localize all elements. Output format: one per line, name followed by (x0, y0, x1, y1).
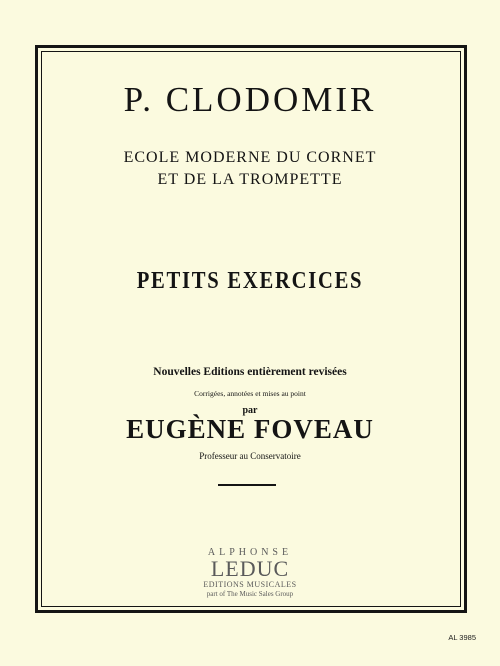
editor-name: EUGÈNE FOVEAU (126, 414, 374, 444)
series-title-line-2: ET DE LA TROMPETTE (157, 171, 343, 188)
editor-title: Professeur au Conservatoire (199, 451, 301, 461)
catalog-code: AL 3985 (448, 633, 476, 642)
by-label: par (242, 405, 258, 416)
composer-name: P. CLODOMIR (123, 80, 377, 119)
divider-rule (218, 484, 276, 486)
work-title: PETITS EXERCICES (136, 268, 364, 294)
series-title-line-1: ECOLE MODERNE DU CORNET (123, 149, 377, 166)
publisher-tagline: EDITIONS MUSICALES (203, 580, 297, 589)
publisher-logo-main: LEDUC (210, 556, 290, 581)
inner-border-frame (41, 51, 461, 607)
publisher-logo-top: ALPHONSE (207, 547, 293, 558)
publisher-group: part of The Music Sales Group (206, 590, 294, 598)
edition-note: Nouvelles Editions entièrement revisées (153, 366, 347, 378)
corrected-note: Corrigées, annotées et mises au point (194, 389, 306, 398)
